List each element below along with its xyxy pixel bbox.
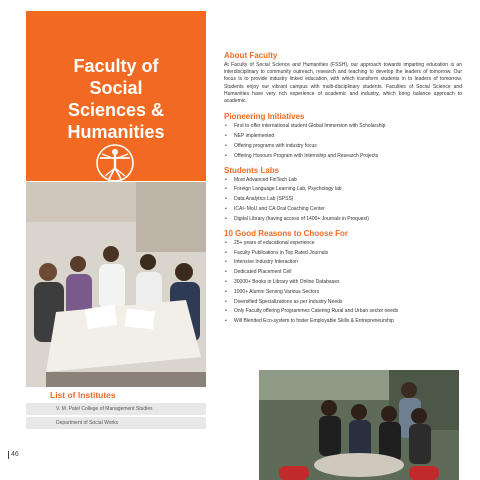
page-number: 46 — [8, 451, 19, 459]
faculty-title-line: Humanities — [67, 122, 165, 142]
list-item: • Digital Library (having access of 1400+ Journals in Proquest) — [224, 216, 462, 222]
labs-heading: Students Labs — [224, 165, 280, 175]
list-item: • ICAI- MoU and CA Oral Coaching Center — [224, 206, 462, 212]
list-item: • Offering Honours Program with Internship and Research Projects — [224, 153, 462, 159]
list-item: • 1000+ Alumni Serving Various Sectors — [224, 289, 462, 295]
reasons-list — [224, 240, 462, 324]
list-item: • Intensive Industry Interaction — [224, 259, 462, 265]
about-heading: About Faculty — [224, 51, 278, 60]
faculty-title-line: Sciences & — [67, 100, 165, 120]
pioneering-heading: Pioneering Initiatives — [224, 112, 305, 122]
list-item: • Only Faculty offering Programmes Catering Rural and Urban sector needs — [224, 308, 462, 314]
list-item: • Offering programs with industry focus — [224, 143, 462, 149]
pioneering-list — [224, 123, 462, 158]
institute-item: Department of Social Works — [26, 417, 206, 429]
faculty-title-line: Faculty of — [73, 56, 159, 76]
students-group-photo — [259, 370, 459, 480]
institutes-heading: List of Institutes — [50, 390, 116, 400]
list-item: • Dedicated Placement Cell — [224, 269, 462, 275]
institutes-section — [26, 390, 206, 431]
institute-item: V. M. Patel College of Management Studies — [26, 403, 206, 415]
list-item: • Diversified Specializations as per Industry Needs — [224, 299, 462, 305]
faculty-title — [26, 55, 206, 143]
content-column — [224, 51, 462, 331]
list-item: • First to offer international student Global Immersion with Scholarship — [224, 123, 462, 129]
faculty-title-line: Social — [89, 78, 143, 98]
vitruvian-man-icon — [95, 143, 135, 183]
faculty-title-panel — [26, 11, 206, 181]
list-item: • Data Analytics Lab (SPSS) — [224, 196, 462, 202]
list-item: • Foreign Language Learning Lab, Psychology lab — [224, 186, 462, 192]
list-item: • 30000+ Books in Library with Online Databases — [224, 279, 462, 285]
list-item: • 25+ years of educational experience — [224, 240, 462, 246]
about-text: At Faculty of Social Science and Humanities (FSSH), our approach towards imparting education is an interdisciplinary to community outreach, research and teaching to develop the leaders of tomorrow. Our focus is to provide industry linked education, with which transform students in to leaders of tomorrow. Students enjoy our vibrant campus with multi-disciplinary students. Faculties of Social Science and Humanities have very rich experience of academic and industry, which bring balance approach to academic. — [224, 62, 462, 105]
list-item: • Will Blended Eco-system to foster Employable Skills & Entrepreneurship — [224, 318, 462, 324]
list-item: • NEP implemented — [224, 133, 462, 139]
students-studying-photo — [26, 182, 206, 387]
list-item: • Most Advanced FinTech Lab — [224, 177, 462, 183]
reasons-heading: 10 Good Reasons to Choose For — [224, 228, 349, 238]
list-item: • Faculty Publications in Top Rated Journals — [224, 250, 462, 256]
labs-list — [224, 177, 462, 222]
